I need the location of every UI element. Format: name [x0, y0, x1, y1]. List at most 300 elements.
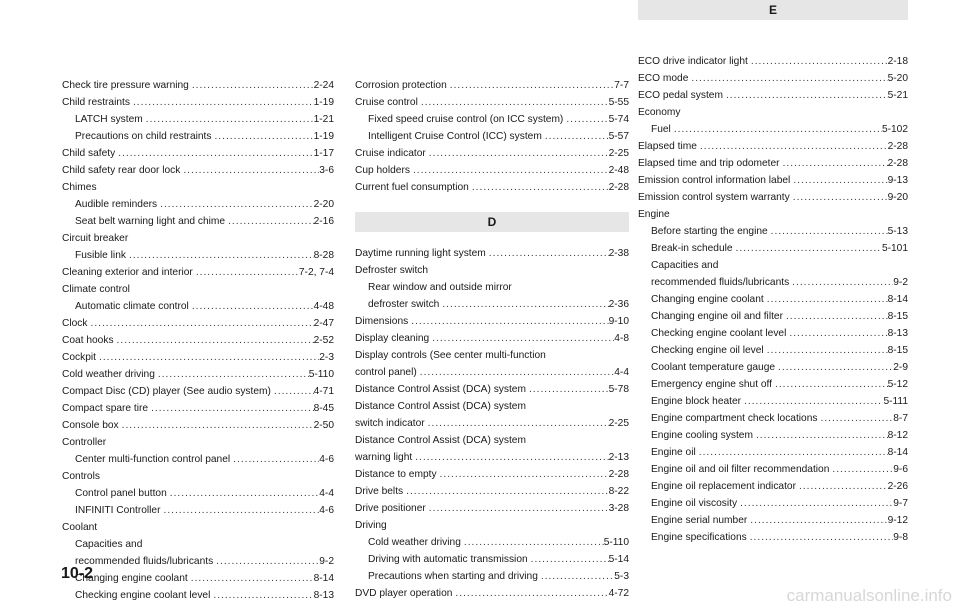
index-entry-page: 5-14	[608, 554, 629, 565]
dot-leader	[789, 274, 893, 291]
index-entry	[638, 223, 908, 240]
index-entry	[62, 349, 334, 366]
index-entry	[355, 347, 629, 364]
index-entry-text: Display cleaning	[355, 333, 430, 344]
index-entry	[355, 179, 629, 196]
index-entry	[638, 427, 908, 444]
index-entry-text: LATCH system	[75, 114, 143, 125]
index-entry-page: 2-52	[313, 335, 334, 346]
index-entry-page: 4-8	[614, 333, 629, 344]
index-entry	[355, 94, 629, 111]
index-entry-text: Dimensions	[355, 316, 409, 327]
index-entry-text: Distance to empty	[355, 469, 437, 480]
index-entry-text: Distance Control Assist (DCA) system	[355, 435, 526, 446]
index-entry	[355, 245, 629, 262]
index-entry-text: Precautions when starting and driving	[368, 571, 538, 582]
dot-leader	[180, 162, 319, 179]
index-entry-page: 2-28	[608, 182, 629, 193]
dot-leader	[768, 223, 888, 240]
index-entry	[62, 94, 334, 111]
index-entry-page: 8-13	[887, 328, 908, 339]
dot-leader	[697, 138, 888, 155]
index-entry	[638, 240, 908, 257]
dot-leader	[114, 332, 314, 349]
index-entry	[638, 70, 908, 87]
index-entry	[638, 257, 908, 274]
dot-leader	[130, 94, 314, 111]
index-entry-text: Engine oil and oil filter recommendation	[651, 464, 830, 475]
index-entry-text: Fixed speed cruise control (on ICC system)	[368, 114, 564, 125]
index-entry-page: 5-20	[887, 73, 908, 84]
index-entry-page: 2-50	[313, 420, 334, 431]
index-entry	[638, 410, 908, 427]
index-entry-page: 5-55	[608, 97, 629, 108]
index-entry	[355, 162, 629, 179]
index-entry-page: 8-22	[608, 486, 629, 497]
index-entry	[355, 517, 629, 534]
index-entry-page: 5-57	[608, 131, 629, 142]
index-entry-page: 2-16	[313, 216, 334, 227]
index-entry	[355, 262, 629, 279]
dot-leader	[780, 155, 888, 172]
index-entry-text: Coolant temperature gauge	[651, 362, 776, 373]
index-entry-text: Center multi-function control panel	[75, 454, 231, 465]
index-entry-page: 4-48	[313, 301, 334, 312]
index-entry-text: Capacities and	[75, 539, 143, 550]
index-entry-text: Elapsed time and trip odometer	[638, 158, 780, 169]
index-entry-text: Seat belt warning light and chime	[75, 216, 226, 227]
index-entry-page: 4-72	[608, 588, 629, 599]
index-entry-text: warning light	[355, 452, 413, 463]
index-entry	[62, 519, 334, 536]
index-entry	[62, 128, 334, 145]
dot-leader	[425, 415, 609, 432]
index-entry-page: 8-14	[313, 573, 334, 584]
dot-leader	[737, 495, 893, 512]
index-entry	[638, 461, 908, 478]
index-entry-text: Cleaning exterior and interior	[62, 267, 193, 278]
index-entry-text: Economy	[638, 107, 681, 118]
dot-leader	[772, 376, 888, 393]
dot-leader	[412, 449, 608, 466]
index-entry-page: 5-111	[883, 396, 908, 407]
index-entry	[62, 570, 334, 587]
index-entry-page: 9-20	[887, 192, 908, 203]
index-entry-page: 2-28	[887, 158, 908, 169]
dot-leader	[189, 77, 314, 94]
dot-leader	[747, 512, 887, 529]
index-entry-page: 2-25	[608, 418, 629, 429]
index-entry-page: 9-13	[887, 175, 908, 186]
index-entry-page: 8-14	[887, 294, 908, 305]
index-entry	[355, 483, 629, 500]
section-letter-heading: D	[355, 212, 629, 232]
index-entry	[62, 247, 334, 264]
index-entry-text: Cruise indicator	[355, 148, 426, 159]
index-entry-page: 1-19	[313, 97, 334, 108]
dot-leader	[143, 111, 314, 128]
index-entry-text: Driving	[355, 520, 387, 531]
index-entry-page: 8-13	[313, 590, 334, 601]
index-entry-page: 8-12	[887, 430, 908, 441]
index-entry	[638, 138, 908, 155]
dot-leader	[429, 330, 614, 347]
index-entry-page: 4-6	[319, 505, 334, 516]
index-entry-text: Display controls (See center multi-function	[355, 350, 546, 361]
index-entry	[355, 111, 629, 128]
index-entry-text: ECO pedal system	[638, 90, 723, 101]
index-entry-text: Controller	[62, 437, 107, 448]
index-entry-page: 8-14	[887, 447, 908, 458]
dot-leader	[747, 529, 894, 546]
index-entry-text: Child safety rear door lock	[62, 165, 181, 176]
index-entry	[355, 77, 629, 94]
index-entry-text: Current fuel consumption	[355, 182, 469, 193]
index-entry	[62, 502, 334, 519]
index-entry-page: 3-6	[319, 165, 334, 176]
dot-leader	[671, 121, 882, 138]
dot-leader	[439, 296, 608, 313]
dot-leader	[790, 172, 887, 189]
index-entry	[638, 121, 908, 138]
index-entry-text: Engine oil viscosity	[651, 498, 738, 509]
index-entry-page: 9-8	[893, 532, 908, 543]
index-entry-page: 2-18	[887, 56, 908, 67]
dot-leader	[733, 240, 882, 257]
index-entry-page: 2-28	[608, 469, 629, 480]
dot-leader	[461, 534, 604, 551]
index-entry	[355, 415, 629, 432]
index-entry-text: ECO drive indicator light	[638, 56, 748, 67]
index-entry-page: 3-28	[608, 503, 629, 514]
dot-leader	[211, 128, 313, 145]
index-entry-text: Checking engine oil level	[651, 345, 764, 356]
index-entry	[62, 400, 334, 417]
index-entry	[638, 87, 908, 104]
index-entry	[355, 364, 629, 381]
index-entry-text: INFINITI Controller	[75, 505, 161, 516]
index-entry-page: 2-9	[893, 362, 908, 373]
index-entry	[62, 213, 334, 230]
index-entry-page: 2-48	[608, 165, 629, 176]
index-entry	[638, 155, 908, 172]
index-entry-page: 9-12	[887, 515, 908, 526]
index-entry	[355, 585, 629, 602]
dot-leader	[764, 291, 888, 308]
index-entry	[638, 495, 908, 512]
index-entry	[62, 196, 334, 213]
index-entry-page: 1-19	[313, 131, 334, 142]
index-entry	[62, 366, 334, 383]
index-entry	[638, 325, 908, 342]
index-entry-text: Emission control system warranty	[638, 192, 790, 203]
index-entry-text: Engine oil replacement indicator	[651, 481, 796, 492]
index-entry	[62, 111, 334, 128]
index-entry	[638, 308, 908, 325]
index-entry-page: 1-17	[313, 148, 334, 159]
dot-leader	[452, 585, 608, 602]
index-entry-page: 5-12	[887, 379, 908, 390]
index-entry-page: 8-28	[313, 250, 334, 261]
index-entry	[62, 417, 334, 434]
index-entry	[62, 383, 334, 400]
index-entry	[355, 279, 629, 296]
index-entry	[638, 53, 908, 70]
section-letter-heading: E	[638, 0, 908, 20]
index-entry-text: Cold weather driving	[368, 537, 461, 548]
index-entry	[638, 376, 908, 393]
index-entry-text: Compact Disc (CD) player (See audio system)	[62, 386, 271, 397]
index-entry-text: Changing engine oil and filter	[651, 311, 783, 322]
dot-leader	[786, 325, 887, 342]
index-entry	[62, 281, 334, 298]
dot-leader	[189, 298, 314, 315]
index-entry-text: Daytime running light system	[355, 248, 486, 259]
index-entry	[638, 478, 908, 495]
dot-leader	[696, 444, 888, 461]
index-entry-text: Coolant	[62, 522, 98, 533]
index-entry-text: Engine	[638, 209, 670, 220]
index-entry-text: Fuel	[651, 124, 671, 135]
dot-leader	[213, 553, 319, 570]
index-entry-page: 5-21	[887, 90, 908, 101]
index-entry-page: 5-3	[614, 571, 629, 582]
index-entry	[355, 568, 629, 585]
dot-leader	[775, 359, 893, 376]
index-entry	[355, 398, 629, 415]
dot-leader	[410, 162, 609, 179]
index-entry-page: 9-10	[608, 316, 629, 327]
index-entry-text: Elapsed time	[638, 141, 697, 152]
index-entry	[638, 206, 908, 223]
index-entry-page: 8-15	[887, 345, 908, 356]
index-entry	[62, 451, 334, 468]
index-entry-page: 5-101	[881, 243, 908, 254]
index-column-1	[62, 77, 334, 604]
dot-leader	[542, 128, 609, 145]
dot-leader	[148, 400, 314, 417]
index-entry	[638, 512, 908, 529]
index-entry-text: Climate control	[62, 284, 130, 295]
index-entry-text: recommended fluids/lubricants	[75, 556, 214, 567]
dot-leader	[563, 111, 608, 128]
index-entry-page: 2-3	[319, 352, 334, 363]
dot-leader	[437, 466, 609, 483]
index-entry-page: 8-7	[893, 413, 908, 424]
index-entry-page: 4-4	[614, 367, 629, 378]
index-entry-page: 5-102	[881, 124, 908, 135]
index-entry	[638, 274, 908, 291]
index-entry	[62, 179, 334, 196]
dot-leader	[167, 485, 320, 502]
index-entry	[355, 128, 629, 145]
index-entry	[355, 500, 629, 517]
index-entry	[638, 342, 908, 359]
dot-leader	[741, 393, 883, 410]
dot-leader	[469, 179, 609, 196]
dot-leader	[688, 70, 887, 87]
index-entry-text: Fusible link	[75, 250, 126, 261]
index-entry-page: 2-28	[887, 141, 908, 152]
index-entry-text: ECO mode	[638, 73, 689, 84]
index-entry-text: Engine compartment check locations	[651, 413, 818, 424]
index-entry-text: Distance Control Assist (DCA) system	[355, 384, 526, 395]
dot-leader	[126, 247, 314, 264]
index-entry-page: 4-71	[313, 386, 334, 397]
dot-leader	[115, 145, 313, 162]
index-entry-text: Cold weather driving	[62, 369, 155, 380]
index-entry-text: Child restraints	[62, 97, 130, 108]
index-entry-text: control panel)	[355, 367, 417, 378]
index-entry	[355, 145, 629, 162]
index-entry-text: Checking engine coolant level	[75, 590, 211, 601]
dot-leader	[96, 349, 319, 366]
dot-leader	[528, 551, 609, 568]
index-column-3	[638, 3, 908, 546]
dot-leader	[538, 568, 614, 585]
dot-leader	[447, 77, 615, 94]
index-entry-text: Cockpit	[62, 352, 96, 363]
index-entry-page: 7-7	[614, 80, 629, 91]
watermark: carmanualsonline.info	[786, 586, 952, 605]
index-entry-text: recommended fluids/lubricants	[651, 277, 790, 288]
index-entry-text: Corrosion protection	[355, 80, 447, 91]
index-entry-page: 8-45	[313, 403, 334, 414]
index-entry	[355, 466, 629, 483]
dot-leader	[193, 264, 299, 281]
index-entry-text: Checking engine coolant level	[651, 328, 787, 339]
index-entry-text: Emission control information label	[638, 175, 791, 186]
dot-leader	[403, 483, 608, 500]
index-entry-page: 5-74	[608, 114, 629, 125]
dot-leader	[426, 145, 609, 162]
dot-leader	[157, 196, 314, 213]
index-entry-text: Control panel button	[75, 488, 167, 499]
index-entry-text: Defroster switch	[355, 265, 429, 276]
dot-leader	[764, 342, 888, 359]
index-entry	[638, 359, 908, 376]
index-entry-text: Console box	[62, 420, 119, 431]
index-entry	[638, 444, 908, 461]
index-entry-page: 9-2	[893, 277, 908, 288]
index-entry	[638, 172, 908, 189]
dot-leader	[748, 53, 888, 70]
index-entry	[62, 145, 334, 162]
index-entry	[355, 534, 629, 551]
index-entry-text: Driving with automatic transmission	[368, 554, 528, 565]
index-entry	[62, 162, 334, 179]
index-entry-page: 4-6	[319, 454, 334, 465]
index-entry-page: 9-2	[319, 556, 334, 567]
dot-leader	[790, 189, 888, 206]
index-entry-text: Changing engine coolant	[651, 294, 764, 305]
index-entry-page: 2-13	[608, 452, 629, 463]
index-entry	[638, 529, 908, 546]
index-entry-text: Controls	[62, 471, 100, 482]
index-entry-text: Engine specifications	[651, 532, 747, 543]
index-entry-page: 5-78	[608, 384, 629, 395]
dot-leader	[210, 587, 313, 604]
index-entry	[62, 315, 334, 332]
index-entry	[62, 587, 334, 604]
index-entry-text: Compact spare tire	[62, 403, 149, 414]
index-entry-text: Cup holders	[355, 165, 410, 176]
index-entry-page: 2-38	[608, 248, 629, 259]
dot-leader	[783, 308, 888, 325]
index-entry	[62, 298, 334, 315]
index-entry-text: Precautions on child restraints	[75, 131, 212, 142]
index-entry	[62, 536, 334, 553]
index-entry-page: 5-110	[603, 537, 629, 548]
dot-leader	[408, 313, 608, 330]
index-entry	[355, 432, 629, 449]
index-entry-text: Coat hooks	[62, 335, 114, 346]
dot-leader	[225, 213, 314, 230]
dot-leader	[753, 427, 888, 444]
dot-leader	[160, 502, 319, 519]
index-entry	[355, 381, 629, 398]
index-entry	[355, 330, 629, 347]
index-entry	[355, 313, 629, 330]
index-entry-text: Engine cooling system	[651, 430, 753, 441]
index-entry	[638, 104, 908, 121]
index-entry-page: 9-6	[893, 464, 908, 475]
index-entry-text: Check tire pressure warning	[62, 80, 189, 91]
index-entry	[638, 393, 908, 410]
index-entry-text: defroster switch	[368, 299, 440, 310]
dot-leader	[796, 478, 888, 495]
dot-leader	[155, 366, 309, 383]
index-entry-text: Intelligent Cruise Control (ICC) system	[368, 131, 542, 142]
index-entry-text: Automatic climate control	[75, 301, 189, 312]
index-entry	[355, 296, 629, 313]
index-entry-text: Audible reminders	[75, 199, 158, 210]
index-entry	[62, 77, 334, 94]
index-entry-text: Circuit breaker	[62, 233, 129, 244]
index-entry-page: 2-25	[608, 148, 629, 159]
index-entry	[355, 449, 629, 466]
index-entry-page: 1-21	[313, 114, 334, 125]
index-entry-text: Cruise control	[355, 97, 418, 108]
index-entry-text: Drive positioner	[355, 503, 426, 514]
dot-leader	[526, 381, 609, 398]
index-entry-text: Break-in schedule	[651, 243, 733, 254]
dot-leader	[426, 500, 609, 517]
index-entry	[62, 485, 334, 502]
page-number: 10-2	[61, 565, 94, 582]
index-entry-text: Drive belts	[355, 486, 404, 497]
index-entry-text: switch indicator	[355, 418, 425, 429]
index-entry	[62, 264, 334, 281]
dot-leader	[723, 87, 888, 104]
dot-leader	[829, 461, 893, 478]
index-entry	[62, 553, 334, 570]
dot-leader	[486, 245, 609, 262]
index-entry-text: DVD player operation	[355, 588, 453, 599]
index-entry	[62, 230, 334, 247]
index-entry-page: 8-15	[887, 311, 908, 322]
index-entry	[62, 332, 334, 349]
dot-leader	[817, 410, 893, 427]
index-entry-text: Emergency engine shut off	[651, 379, 773, 390]
index-column-2	[355, 77, 629, 602]
dot-leader	[188, 570, 314, 587]
index-entry	[62, 468, 334, 485]
index-entry	[638, 189, 908, 206]
dot-leader	[87, 315, 313, 332]
index-entry-text: Rear window and outside mirror	[368, 282, 512, 293]
index-entry-page: 5-13	[887, 226, 908, 237]
